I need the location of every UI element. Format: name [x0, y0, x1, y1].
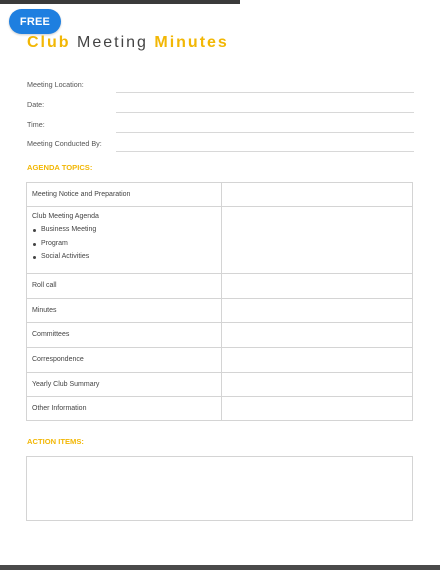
- bottom-accent-bar: [0, 565, 440, 570]
- time-label: Time:: [27, 120, 45, 129]
- bullet-icon: [33, 243, 36, 246]
- table-cell-notes[interactable]: [221, 183, 412, 206]
- row-label: Minutes: [32, 307, 57, 314]
- table-cell-notes[interactable]: [221, 274, 412, 298]
- table-cell-notes[interactable]: [221, 373, 412, 396]
- list-item: [32, 240, 96, 254]
- agenda-bullet-list: [32, 226, 96, 267]
- date-line[interactable]: [116, 112, 414, 113]
- date-label: Date:: [27, 100, 45, 109]
- table-row: [27, 397, 412, 420]
- row-label: Correspondence: [32, 356, 84, 363]
- action-items-heading: ACTION ITEMS:: [27, 437, 84, 446]
- row-label: Committees: [32, 331, 70, 338]
- table-cell-notes[interactable]: [221, 207, 412, 273]
- meeting-conducted-by-line[interactable]: [116, 151, 414, 152]
- table-cell-label: [27, 207, 222, 273]
- bullet-icon: [33, 256, 36, 259]
- table-cell-notes[interactable]: [221, 348, 412, 372]
- row-label: Yearly Club Summary: [32, 381, 100, 388]
- table-cell-label: [27, 373, 222, 396]
- date-field[interactable]: [27, 100, 414, 114]
- table-cell-label: [27, 274, 222, 298]
- table-row: [27, 348, 412, 373]
- table-row: [27, 373, 412, 397]
- table-row: [27, 323, 412, 348]
- row-label: Other Information: [32, 405, 87, 412]
- action-items-box[interactable]: [26, 456, 413, 521]
- table-cell-notes[interactable]: [221, 323, 412, 347]
- table-row: [27, 183, 412, 207]
- table-cell-label: [27, 323, 222, 347]
- row-label: Club Meeting Agenda: [32, 213, 99, 220]
- free-badge[interactable]: FREE: [9, 9, 61, 34]
- table-cell-label: [27, 299, 222, 322]
- row-label: Roll call: [32, 282, 57, 289]
- table-cell-notes[interactable]: [221, 397, 412, 420]
- meeting-location-field[interactable]: [27, 80, 414, 94]
- bullet-text: Program: [41, 239, 68, 247]
- document-title: [27, 34, 229, 52]
- table-cell-notes[interactable]: [221, 299, 412, 322]
- title-word-minutes: Minutes: [154, 34, 229, 51]
- bullet-icon: [33, 229, 36, 232]
- meeting-location-line[interactable]: [116, 92, 414, 93]
- agenda-table: [26, 182, 413, 421]
- row-label: Meeting Notice and Preparation: [32, 191, 131, 198]
- table-cell-label: [27, 348, 222, 372]
- meeting-location-label: Meeting Location:: [27, 80, 84, 89]
- title-word-meeting: Meeting: [77, 34, 148, 51]
- table-row: [27, 299, 412, 323]
- agenda-topics-heading: AGENDA TOPICS:: [27, 163, 93, 172]
- meeting-conducted-by-field[interactable]: [27, 139, 414, 153]
- list-item: [32, 226, 96, 240]
- table-row: [27, 207, 412, 274]
- title-word-club: Club: [27, 34, 71, 51]
- table-row: [27, 274, 412, 299]
- time-line[interactable]: [116, 132, 414, 133]
- meeting-conducted-by-label: Meeting Conducted By:: [27, 139, 102, 148]
- time-field[interactable]: [27, 120, 414, 134]
- bullet-text: Business Meeting: [41, 226, 97, 233]
- list-item: [32, 253, 96, 267]
- bullet-text: Social Activities: [41, 253, 90, 260]
- table-cell-label: [27, 183, 222, 206]
- top-accent-bar: [0, 0, 240, 4]
- table-cell-label: [27, 397, 222, 420]
